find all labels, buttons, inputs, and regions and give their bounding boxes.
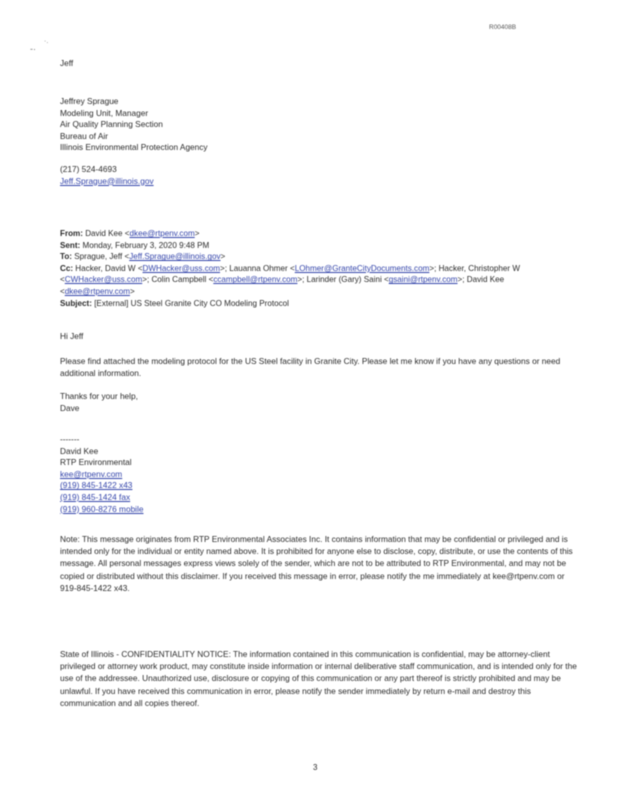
signature-bureau: Bureau of Air [60, 130, 108, 141]
to-email-link[interactable]: Jeff.Sprague@illinois.gov [129, 252, 221, 262]
email-body [60, 331, 578, 414]
signature-separator: ------- [60, 434, 80, 444]
body-closing: Thanks for your help, [60, 391, 138, 401]
cc-email-link[interactable]: LOhmer@GranteCityDocuments.com [294, 263, 430, 273]
scan-artifact: ·. [44, 38, 49, 45]
cc-name: Hacker, David W < [75, 263, 143, 273]
cc-line [60, 263, 578, 298]
cc-name: >; Hacker, Christopher W < [60, 263, 520, 285]
page-number: 3 [313, 763, 318, 772]
signature-bottom-company: RTP Environmental [60, 457, 132, 468]
cc-name: >; Colin Campbell < [142, 275, 214, 285]
to-value: Sprague, Jeff < [74, 252, 130, 262]
illinois-confidentiality-notice [60, 648, 578, 709]
body-paragraph: Please find attached the modeling protocol for the US Steel facility in Granite City. Please let me know if you have any questions or need additional information. [60, 355, 561, 378]
signature-email-link[interactable]: Jeff.Sprague@illinois.gov [60, 175, 154, 186]
from-label: From: [60, 229, 83, 238]
cc-name: >; David Kee < [60, 275, 505, 296]
signature-bottom-name: David Kee [60, 445, 99, 456]
to-end: > [220, 252, 226, 262]
to-label: To: [60, 252, 72, 262]
signature-bottom-mobile-link[interactable]: (919) 960-8276 mobile [60, 503, 144, 514]
greeting-text: Jeff [60, 58, 74, 68]
email-header [60, 228, 578, 309]
signature-bottom-phone-link[interactable]: (919) 845-1422 x43 [60, 480, 133, 491]
cc-name: >; Lauanna Ohmer < [220, 263, 295, 273]
cc-end: > [129, 286, 135, 296]
rtp-disclaimer-text: Note: This message originates from RTP Environmental Associates Inc. It contains information that may be confidential or privileged and is intended only for the individual or entity named above. It is prohibited for anyone else to disclose, copy, distribute, or use the contents of this message. All personal messages express views solely of the sender, which are not to be attributed to RTP Environmental, and may not be copied or distributed without this disclaimer. If you received this message in error, please notify the me immediately at kee@rtpenv.com or 919-845-1422 x43. [60, 534, 573, 593]
signature-section: Air Quality Planning Section [60, 119, 163, 130]
signature-bottom-email-link[interactable]: kee@rtpenv.com [60, 468, 123, 479]
cc-email-link[interactable]: gsaini@rtpenv.com [388, 275, 458, 285]
signature-bottom [60, 434, 578, 515]
cc-email-link[interactable]: DWHacker@uss.com [142, 263, 221, 273]
cc-email-link[interactable]: CWHacker@uss.com [64, 275, 143, 285]
signature-agency: Illinois Environmental Protection Agency [60, 142, 208, 153]
rtp-disclaimer [60, 533, 578, 594]
subject-label: Subject: [60, 298, 92, 308]
confidentiality-text: State of Illinois - CONFIDENTIALITY NOTICE: The information contained in this communication is confidential, may be attorney-client privileged or attorney work product, may constitute inside information or internal deliberative staff communication, and is intended only for the use of the addressee. Unauthorized use, disclosure or copying of this communication or any part thereof is strictly prohibited and may be unlawful. If you have received this communication in error, please notify the sender immediately by return e-mail and destroy this communication and all copies thereof. [60, 649, 577, 708]
signature-title: Modeling Unit, Manager [60, 107, 149, 118]
from-end: > [194, 229, 200, 238]
signature-phone: (217) 524-4693 [60, 163, 117, 174]
subject-value: [External] US Steel Granite City CO Modeling Protocol [94, 298, 289, 308]
cc-name: >; Larinder (Gary) Saini < [297, 275, 389, 285]
from-value: David Kee < [85, 229, 130, 238]
sent-label: Sent: [60, 240, 81, 250]
body-closing-name: Dave [60, 402, 80, 413]
body-salutation: Hi Jeff [60, 331, 84, 341]
cc-label: Cc: [60, 263, 74, 273]
from-email-link[interactable]: dkee@rtpenv.com [129, 229, 195, 238]
scan-artifact: -· [30, 44, 36, 54]
cc-email-link[interactable]: ccampbell@rtpenv.com [213, 275, 298, 285]
sent-value: Monday, February 3, 2020 9:48 PM [82, 240, 210, 250]
cc-email-link[interactable]: dkee@rtpenv.com [64, 286, 130, 296]
signature-bottom-fax-link[interactable]: (919) 845-1424 fax [60, 491, 131, 502]
signature-name: Jeffrey Sprague [60, 96, 119, 106]
greeting-top [60, 58, 578, 70]
signature-top [60, 96, 578, 187]
document-id: R00408B [489, 24, 517, 31]
